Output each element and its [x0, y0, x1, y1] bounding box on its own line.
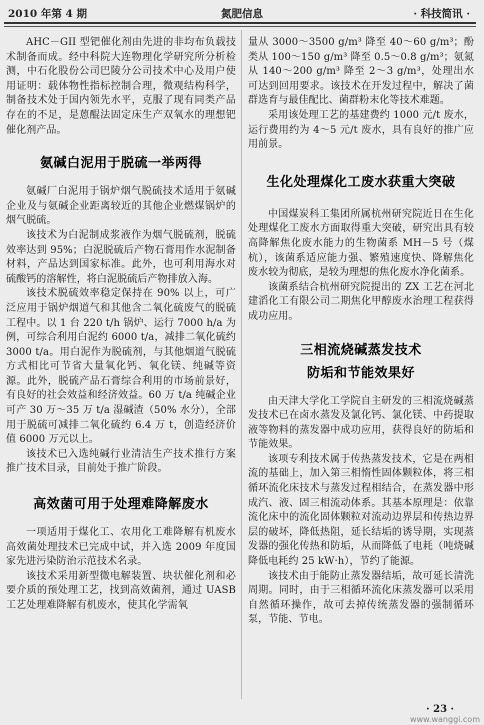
section-title-baini: 氨碱白泥用于脱硫一举两得 [39, 156, 202, 172]
watermark-url: www.wanggi.com [410, 715, 480, 724]
issue-label: 2010 年第 4 期 [8, 8, 87, 20]
section-title-sanxiangliu-1: 三相流烧碱蒸发技术 [300, 342, 422, 358]
right-column [248, 36, 474, 628]
column-divider [241, 30, 242, 699]
paragraph: 该技术采用新型微电解装置、块状催化剂和必要介质的预处理工艺，找到高效菌剂，通过 UASB 工艺处理难降解有机废水，使其化学需氧 [6, 570, 236, 611]
paragraph: 该技术由于能防止蒸发器结垢，故可延长清洗周期。同时，由于三相循环流化床蒸发器可以采用自然循环操作，故可去掉传统蒸发器的强制循环泵，节能、节电。 [248, 570, 474, 626]
header-rule-thin [4, 26, 476, 27]
paragraph: 该技术为白泥制成浆液作为烟气脱硫剂，脱硫效率达到 95%；白泥脱硫后产物石膏用作水泥制备材料，产品达到国家标准。此外，也可利用海水对硫酸钙的溶解性，将白泥脱硫后产物排放入海。 [6, 229, 236, 285]
paragraph-continued: 量从 3000～3500 g/m³ 降至 40～60 g/m³；酚类从 100～150 g/m³ 降至 0.5～0.8 g/m³；氨氮从 140～200 g/m³ 降至 2～3 g/m³，处理出水可达到回用要求。该技术在开发过程中，解决了菌群选育与最佳配比、菌群粉末化等技术难题。 [248, 37, 474, 107]
section-title-shenghua: 生化处理煤化工废水获重大突破 [266, 174, 456, 190]
paragraph: 该项专利技术属于传热蒸发技术，它是在两相流的基础上，加入第三相惰性固体颗粒体，将三相循环流化床技术与蒸发过程相结合，在蒸发器中形成汽、液、固三相流动体系。其基本原理是：依靠流化床中的流化固体颗粒对流动边界层和传热边界层的破坏，降低热阻，延长结垢的诱导期，实现蒸发器的强化传热和防垢，从而降低了电耗（吨烧碱降低电耗约 25 kW·h），节约了能源。 [248, 453, 474, 568]
header-rule [4, 22, 476, 24]
section-title-gaoxiaojun: 高效菌可用于处理难降解废水 [33, 497, 209, 513]
section-title-sanxiangliu-2: 防垢和节能效果好 [306, 365, 415, 381]
left-column [6, 36, 236, 614]
journal-title: 氮肥信息 [221, 8, 263, 20]
paragraph: 中国煤炭科工集团所属杭州研究院近日在生化处理煤化工废水方面取得重大突破，研究出具有较高降解焦化废水能力的生物菌系 MH－5 号（煤杭），该菌系适应能力强、繁殖速度快、降解焦化废水较为彻底，是较为理想的焦化废水净化菌系。 [248, 208, 474, 279]
paragraph: 该技术已入选纯碱行业清洁生产技术推行方案推广技术目录，目前处于推广阶段。 [6, 448, 236, 475]
paragraph: 氨碱厂白泥用于锅炉烟气脱硫技术适用于氨碱企业及与氨碱企业距离较近的其他企业燃煤锅炉的烟气脱硫。 [6, 186, 236, 227]
paragraph: 一项适用于煤化工、农用化工难降解有机废水高效菌处理技术已完成中试，并入选 2009 年度国家先进污染防治示范技术名录。 [6, 527, 236, 568]
paragraph: 该菌系结合杭州研究院提出的 ZX 工艺在河北建滔化工有限公司二期焦化甲醇废水治理工程获得成功应用。 [248, 281, 474, 322]
paragraph: 采用该处理工艺的基建费约 1000 元/t 废水，运行费用约为 4～5 元/t 废水，具有良好的推广应用前景。 [248, 109, 474, 151]
column-label: · 科技简讯 · [413, 8, 470, 20]
intro-paragraph: AHC－GII 型钯催化剂由先进的非均布负载技术制备而成。经中科院大连物理化学研究所分析检测，中石化股份公司巴陵分公司技术中心及用户使用证明：载体物性指标控制合理，微观结构科学，制备技术处于国内领先水平，克服了现有同类产品存在的不足，是蒽醌法固定床生产双氧水的理想钯催化剂产品。 [6, 37, 236, 136]
page-number: · 23 · [426, 704, 454, 715]
paragraph: 由天津大学化工学院自主研发的三相流烧碱蒸发技术已在卤水蒸发及氯化钙、氯化镁、中药提取液等物料的蒸发器中成功应用，获得良好的防垢和节能效果。 [248, 395, 474, 451]
paragraph: 该技术脱硫效率稳定保持在 90% 以上，可广泛应用于锅炉烟道气和其他含二氧化硫废气的脱硫工程中。以 1 台 220 t/h 锅炉、运行 7000 h/a 为例，可综合利用白泥约 6000 t/a，减排二氧化硫约 3000 t/a。用白泥作为脱硫剂，与其他烟道气脱硫方式相比可节省大量氧化钙、氧化镁、纯碱等资源。此外，脱硫产品石膏综合利用的市场前景好，有良好的社会效益和经济效益。60 万 t/a 纯碱企业可产 30 万～35 万 t/a 湿碱渣（50% 水分），全部用于脱硫可减排二氧化硫约 6.4 万 t，创造经济价值 6000 万元以上。 [6, 288, 236, 446]
